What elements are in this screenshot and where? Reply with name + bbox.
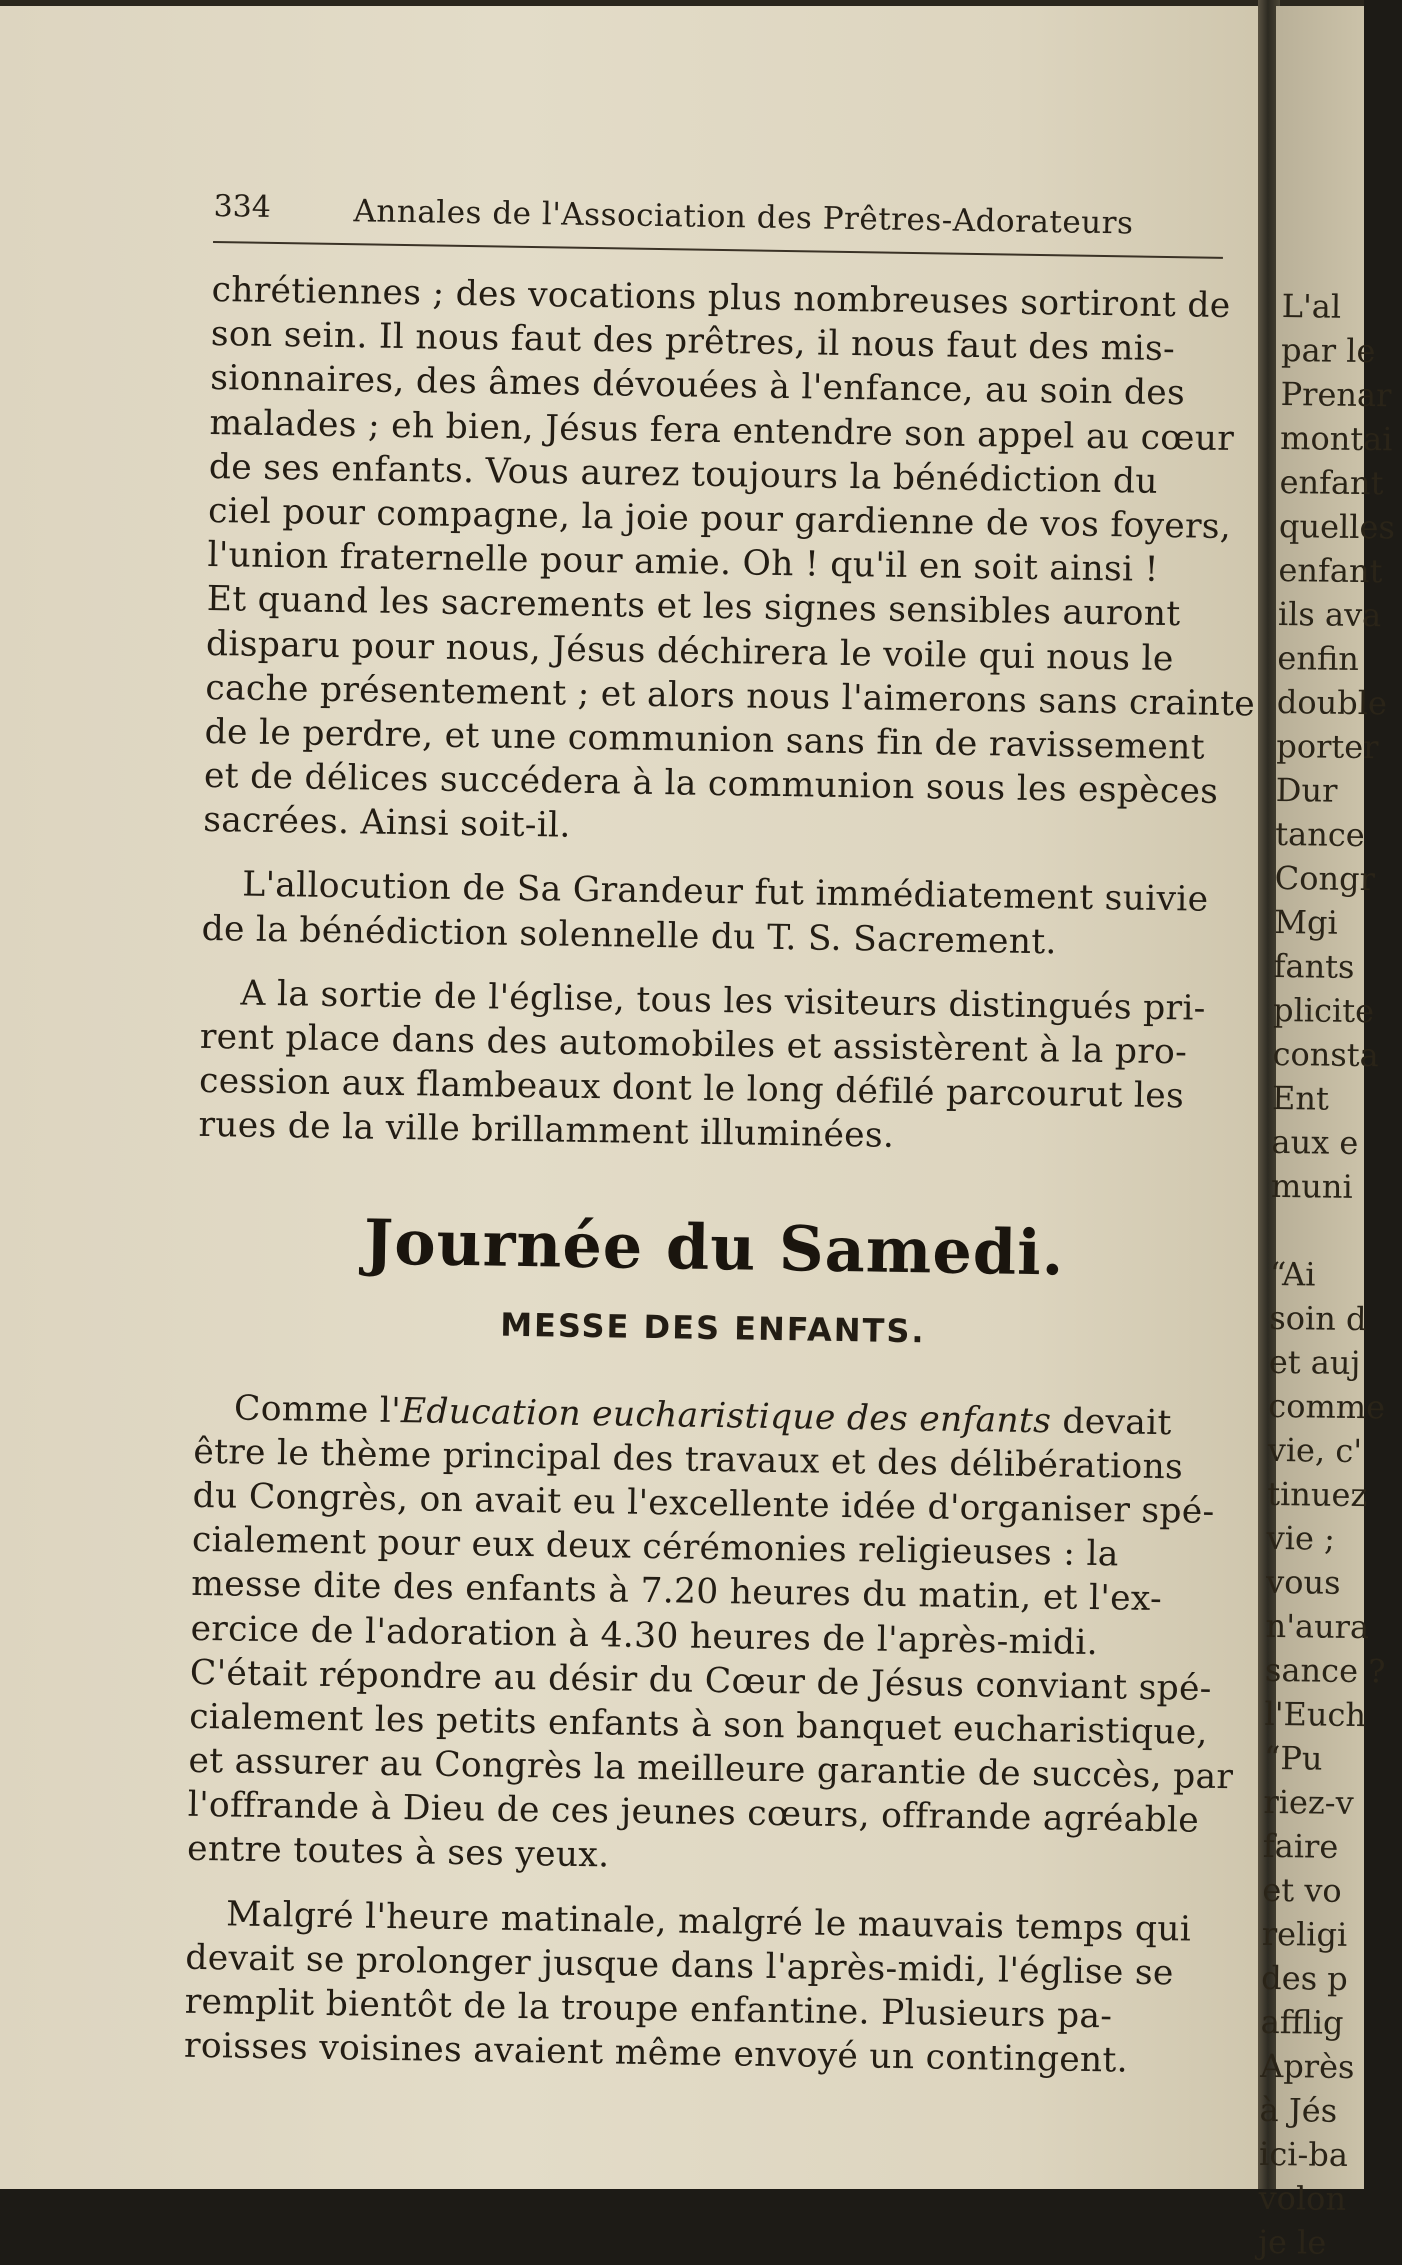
facing-page-line: comme <box>1268 1386 1386 1427</box>
facing-page-line: par le <box>1280 330 1376 371</box>
facing-page-line: ici-ba <box>1258 2134 1349 2174</box>
page-number: 334 <box>213 188 272 225</box>
text-line: roisses voisines avaient même envoyé un contingent. <box>183 2025 1129 2081</box>
facing-page-line: afflig <box>1260 2002 1344 2042</box>
facing-page-line: n'aura <box>1265 1606 1370 1647</box>
text-line: entre toutes à ses yeux. <box>186 1829 610 1876</box>
running-title: Annales de l'Association des Prêtres-Adorateurs <box>353 193 1134 242</box>
facing-page-line: “Ai <box>1269 1254 1316 1294</box>
facing-page-line: vie, c' <box>1267 1430 1363 1471</box>
text-line: devait se prolonger jusque dans l'après-midi, l'église se <box>185 1937 1174 1994</box>
facing-page-line: plicite <box>1272 990 1375 1031</box>
text-line: de ses enfants. Vous aurez toujours la bénédiction du <box>208 446 1159 502</box>
italic-title: Education eucharistique des enfants <box>400 1390 1052 1441</box>
text-line: disparu pour nous, Jésus déchirera le voile qui nous le <box>205 623 1174 679</box>
facing-page-line: volon <box>1258 2178 1347 2218</box>
facing-page-line: des p <box>1261 1958 1349 1998</box>
facing-page <box>1257 6 1396 2262</box>
facing-page-line: Prenar <box>1280 374 1392 415</box>
text-line: cession aux flambeaux dont le long défilé parcourut les <box>198 1061 1185 1117</box>
section-subtitle: MESSE DES ENFANTS. <box>499 1305 926 1350</box>
text-line: chrétiennes ; des vocations plus nombreuses sortiront de <box>211 269 1231 327</box>
paragraph-benediction <box>201 862 1237 967</box>
paragraph-malgre <box>184 1891 1222 2084</box>
paragraph-messe-des-enfants <box>186 1385 1234 1887</box>
facing-page-line: L'al <box>1281 286 1342 326</box>
text-line: et assurer au Congrès la meilleure garantie de succès, par <box>188 1740 1234 1798</box>
facing-page-line: Congr <box>1274 858 1376 899</box>
facing-page-line: quelles <box>1278 506 1396 547</box>
header-rule <box>213 241 1223 259</box>
text-line: cache présentement ; et alors nous l'aimerons sans crainte <box>205 667 1256 725</box>
paragraph-closing-allocution <box>203 268 1256 859</box>
text-run: Comme l' <box>233 1388 402 1431</box>
text-line: rent place dans des automobiles et assistèrent à la pro- <box>199 1016 1188 1073</box>
page-header <box>213 181 1244 277</box>
text-line: C'était répondre au désir du Cœur de Jésus conviant spé- <box>189 1652 1213 1709</box>
text-line: sionnaires, des âmes dévouées à l'enfance, au soin des <box>209 358 1186 414</box>
facing-page-line: fants <box>1273 946 1355 986</box>
facing-page-line: “Pu <box>1263 1738 1323 1778</box>
facing-page-line: aux e <box>1271 1122 1359 1162</box>
body-text <box>183 268 1256 2084</box>
facing-page-line: Dur <box>1275 770 1338 810</box>
facing-page-line: religi <box>1261 1914 1348 1954</box>
text-line: son sein. Il nous faut des prêtres, il nous faut des mis- <box>210 314 1176 370</box>
text-line: l'union fraternelle pour amie. Oh ! qu'il en soit ainsi ! <box>207 535 1160 591</box>
facing-page-line: double <box>1276 682 1388 723</box>
text-line: sacrées. Ainsi soit-il. <box>203 800 572 846</box>
text-line: rues de la ville brillamment illuminées. <box>198 1105 895 1157</box>
facing-page-line: Mgi <box>1273 902 1338 942</box>
text-line: Et quand les sacrements et les signes sensibles auront <box>206 579 1181 635</box>
facing-page-line: tinuez <box>1266 1474 1368 1515</box>
text-line: cialement les petits enfants à son banquet eucharistique, <box>188 1696 1209 1753</box>
facing-page-line: je le <box>1257 2222 1327 2262</box>
text-run: devait <box>1050 1400 1172 1443</box>
text-line: L'allocution de Sa Grandeur fut immédiatement suivie <box>241 864 1209 921</box>
facing-page-line: sance ? <box>1264 1650 1386 1691</box>
facing-page-line: et auj <box>1268 1342 1361 1383</box>
facing-page-line: consta <box>1272 1034 1379 1075</box>
facing-page-line: vie ; <box>1266 1518 1336 1558</box>
text-line: cialement pour eux deux cérémonies religieuses : la <box>191 1519 1120 1575</box>
facing-page-line: riez-v <box>1263 1782 1354 1822</box>
text-line: A la sortie de l'église, tous les visiteurs distingués pri- <box>240 973 1206 1029</box>
text-line: messe dite des enfants à 7.20 heures du matin, et l'ex- <box>191 1564 1163 1620</box>
facing-page-line: enfin <box>1277 638 1360 678</box>
text-line: ercice de l'adoration à 4.30 heures de l'après-midi. <box>190 1608 1099 1663</box>
text-line: malades ; eh bien, Jésus fera entendre son appel au cœur <box>209 402 1235 459</box>
book-page <box>0 6 1268 2189</box>
facing-page-line: et vo <box>1262 1870 1342 1910</box>
facing-page-line: l'Euch <box>1264 1694 1367 1735</box>
text-line: du Congrès, on avait eu l'excellente idée d'organiser spé- <box>192 1475 1215 1532</box>
facing-page-line: Après <box>1259 2046 1355 2087</box>
section-title: Journée du Samedi. <box>363 1205 1065 1290</box>
text-line: de le perdre, et une communion sans fin de ravissement <box>204 711 1206 768</box>
text-line: ciel pour compagne, la joie pour gardienne de vos foyers, <box>207 490 1232 547</box>
facing-page-line: enfant <box>1278 550 1383 591</box>
text-line: Malgré l'heure matinale, malgré le mauvais temps qui <box>225 1894 1192 1950</box>
facing-page-line: à Jés <box>1259 2090 1338 2130</box>
text-line: de la bénédiction solennelle du T. S. Sacrement. <box>201 908 1058 962</box>
text-line: remplit bientôt de la troupe enfantine. Plusieurs pa- <box>184 1981 1113 2037</box>
facing-page-fragments <box>1258 284 1402 2265</box>
text-line: et de délices succédera à la communion sous les espèces <box>203 756 1219 812</box>
facing-page-line: enfant <box>1279 462 1384 503</box>
text-line: être le thème principal des travaux et des délibérations <box>193 1431 1184 1488</box>
facing-page-line: vous <box>1265 1562 1341 1602</box>
facing-page-line: ils ava <box>1277 594 1382 635</box>
facing-page-line <box>1270 1208 1391 1253</box>
facing-page-line: muni <box>1270 1166 1354 1206</box>
facing-page-line: faire <box>1262 1826 1339 1866</box>
facing-page-line: Ent <box>1271 1078 1330 1118</box>
facing-page-line: tance <box>1275 814 1365 855</box>
paragraph-procession <box>198 971 1236 1164</box>
text-line: l'offrande à Dieu de ces jeunes cœurs, offrande agréable <box>187 1785 1200 1841</box>
facing-page-line: porter <box>1276 726 1379 767</box>
facing-page-line: soin d <box>1269 1298 1367 1339</box>
facing-page-line: montai <box>1279 418 1393 459</box>
